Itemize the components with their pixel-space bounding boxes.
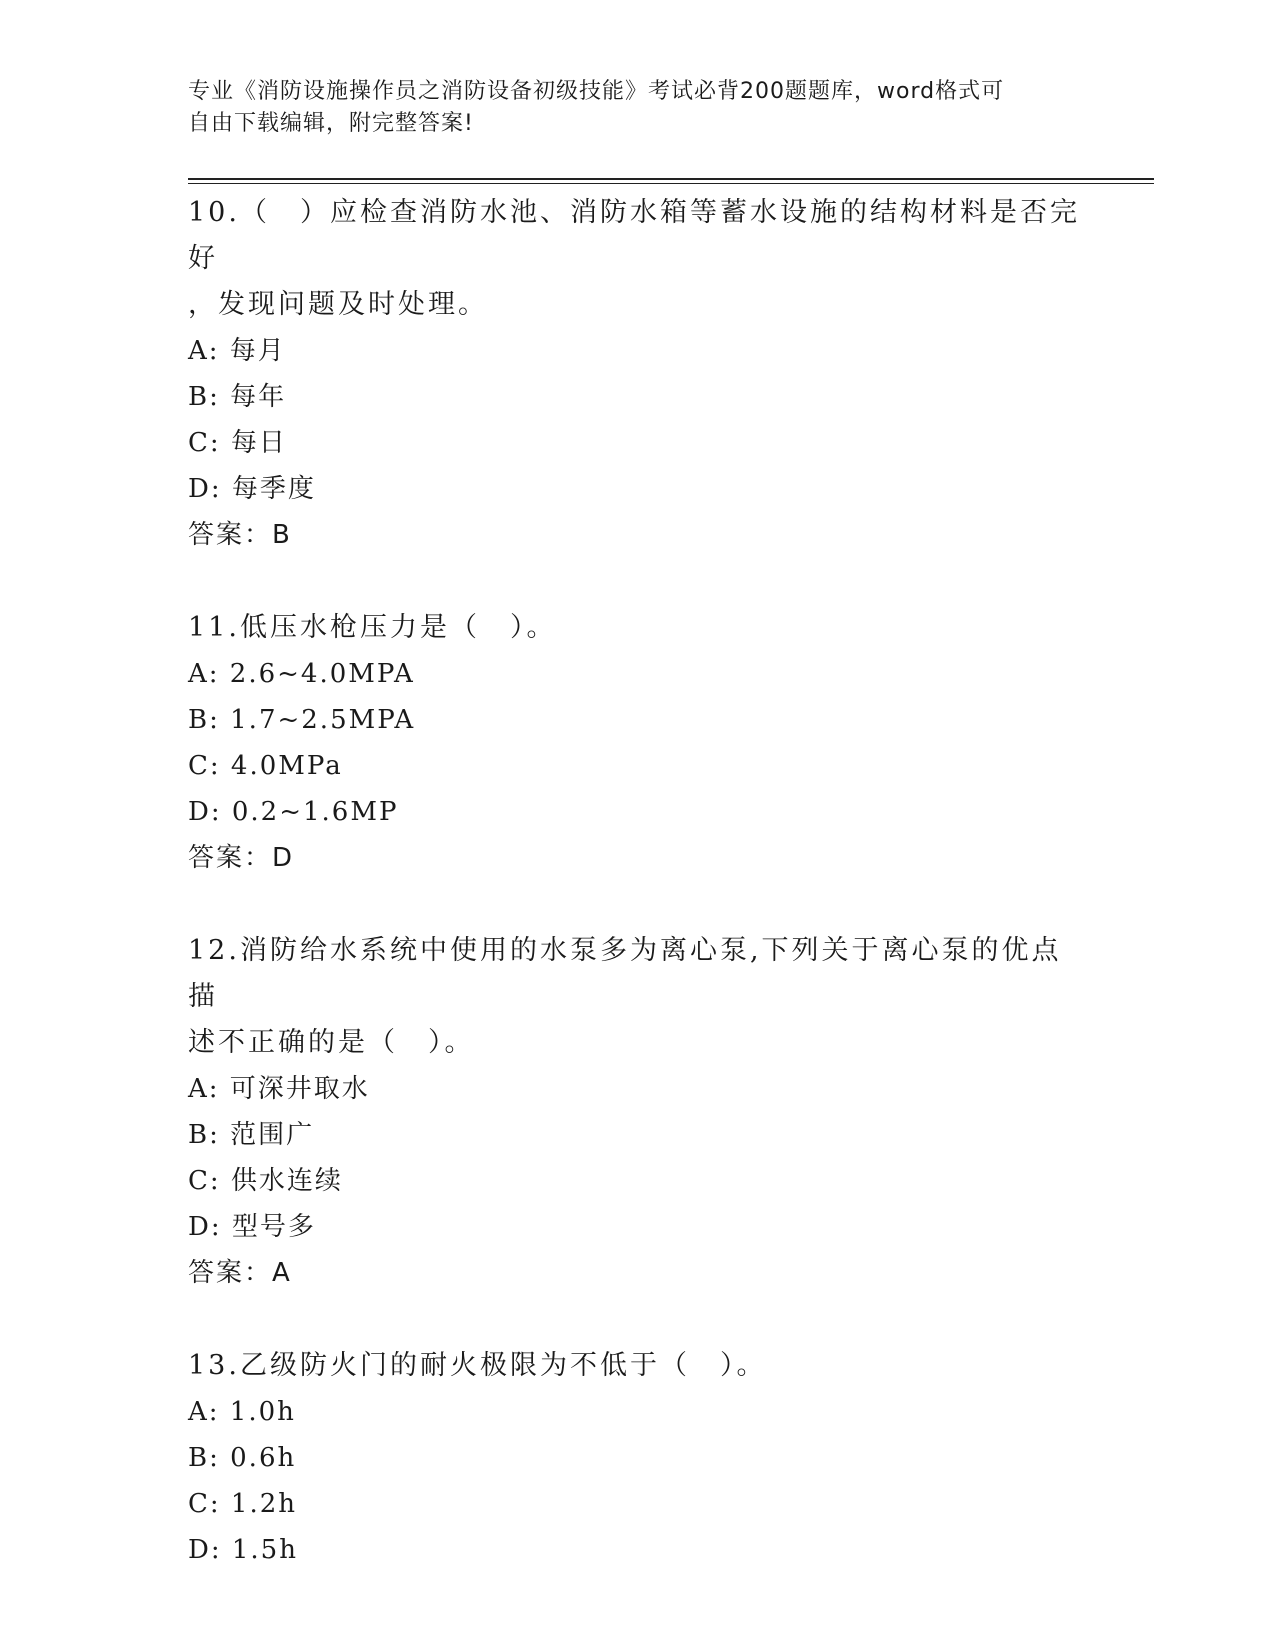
header-line-2: 自由下载编辑，附完整答案! [188, 111, 474, 136]
option-a: A: 可深井取水 [188, 1074, 370, 1104]
header-line-1: 专业《消防设施操作员之消防设备初级技能》考试必背200题题库，word格式可 [188, 79, 1005, 104]
option-a: A: 1.0h [188, 1397, 296, 1427]
option-b: B: 范围广 [188, 1120, 315, 1150]
option-b: B: 每年 [188, 382, 287, 412]
question-text: 13.乙级防火门的耐火极限为不低于（ ）。 [188, 1350, 767, 1381]
option-b: B: 0.6h [188, 1443, 297, 1473]
option-c: C: 4.0MPa [188, 751, 343, 781]
question-list [188, 190, 1088, 1620]
option-a: A: 2.6~4.0MPA [188, 659, 415, 689]
header-divider-thick [188, 178, 1154, 180]
question-13 [188, 1343, 1088, 1573]
answer-label: 答案：D [188, 843, 295, 873]
question-text: 11.低压水枪压力是（ ）。 [188, 612, 557, 643]
option-a: A: 每月 [188, 336, 286, 366]
option-d: D: 每季度 [188, 474, 316, 504]
option-b: B: 1.7~2.5MPA [188, 705, 416, 735]
answer-label: 答案：A [188, 1258, 292, 1288]
header-divider-thin [188, 183, 1154, 184]
option-d: D: 0.2~1.6MP [188, 797, 399, 827]
document-header [188, 76, 1088, 140]
question-text: 10.（ ）应检查消防水池、消防水箱等蓄水设施的结构材料是否完好 [188, 197, 1080, 274]
option-c: C: 1.2h [188, 1489, 298, 1519]
question-text-continued: 述不正确的是（ ）。 [188, 1027, 475, 1058]
option-c: C: 供水连续 [188, 1166, 343, 1196]
question-11 [188, 605, 1088, 881]
answer-label: 答案：B [188, 520, 292, 550]
question-10 [188, 190, 1088, 558]
question-text-continued: ，发现问题及时处理。 [188, 289, 488, 320]
option-d: D: 型号多 [188, 1212, 316, 1242]
option-d: D: 1.5h [188, 1535, 298, 1565]
option-c: C: 每日 [188, 428, 287, 458]
question-text: 12.消防给水系统中使用的水泵多为离心泵,下列关于离心泵的优点描 [188, 935, 1062, 1012]
question-12 [188, 928, 1088, 1296]
